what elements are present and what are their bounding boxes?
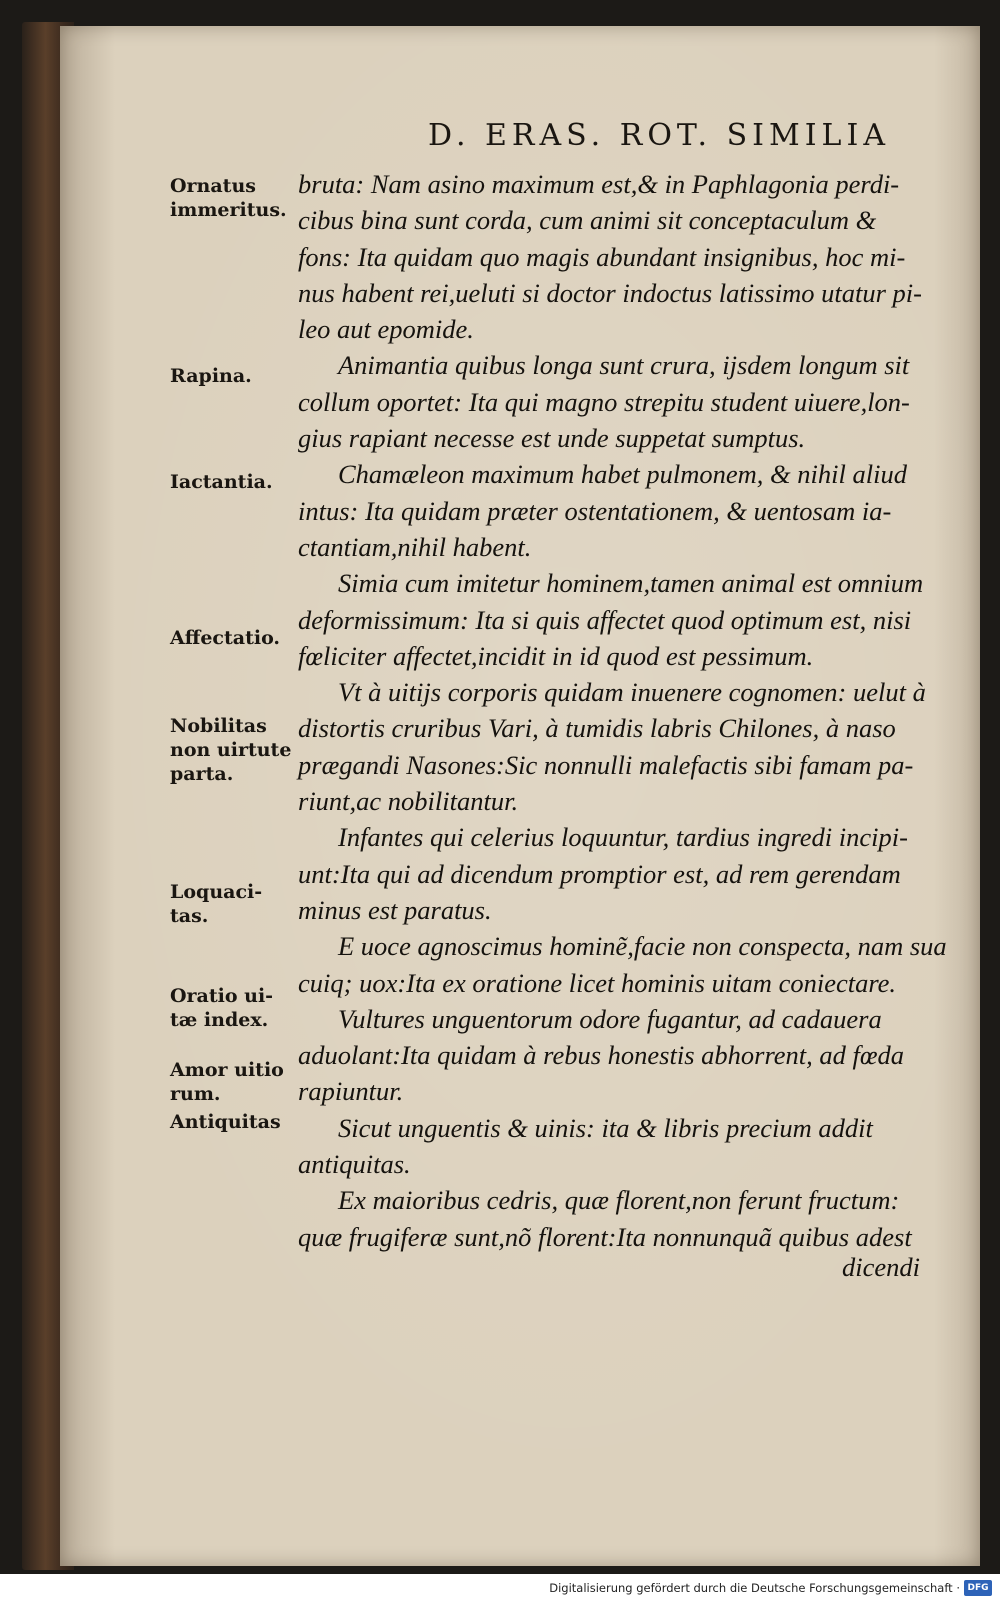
text-line: minus est paratus. bbox=[298, 894, 492, 925]
paragraph bbox=[298, 347, 918, 456]
text-line: Vt à uitijs corporis quidam inuenere cognomen: uelut à bbox=[338, 677, 926, 708]
text-line: antiquitas. bbox=[298, 1149, 411, 1180]
text-line: deformissimum: Ita si quis affectet quod optimum est, nisi bbox=[298, 604, 912, 635]
text-line: leo aut epomide. bbox=[298, 314, 474, 345]
text-line: fœliciter affectet,incidit in id quod est pessimum. bbox=[298, 640, 814, 671]
body-text bbox=[298, 166, 947, 1255]
margin-note-line: tas. bbox=[170, 905, 209, 927]
dfg-logo: DFG bbox=[964, 1580, 992, 1596]
margin-note-antiquitas bbox=[170, 1110, 298, 1134]
text-line: Ex maioribus cedris, quæ florent,non ferunt fructum: bbox=[338, 1185, 900, 1216]
margin-note-line: immeritus. bbox=[170, 199, 287, 221]
funding-credit: Digitalisierung gefördert durch die Deutsche Forschungsgemeinschaft · bbox=[549, 1581, 960, 1595]
margin-note-oratio bbox=[170, 984, 298, 1032]
margin-note-line: non uirtute bbox=[170, 739, 292, 761]
margin-note-affectatio bbox=[170, 626, 298, 650]
margin-note-line: Antiquitas bbox=[170, 1111, 281, 1133]
margin-note-line: parta. bbox=[170, 763, 234, 785]
text-line: gius rapiant necesse est unde suppetat sumptus. bbox=[298, 423, 806, 454]
text-line: bruta: Nam asino maximum est,& in Paphlagonia perdi- bbox=[298, 169, 900, 199]
text-line: collum oportet: Ita qui magno strepitu student uiuere,lon- bbox=[298, 386, 910, 417]
text-line: prægandi Nasones:Sic nonnulli malefactis sibi famam pa- bbox=[298, 749, 914, 780]
margin-note-rapina bbox=[170, 364, 298, 388]
footer-bar bbox=[0, 1574, 1000, 1603]
text-line: cibus bina sunt corda, cum animi sit conceptaculum & bbox=[298, 205, 877, 236]
margin-note-line: Affectatio. bbox=[170, 627, 281, 649]
text-line: Chamæleon maximum habet pulmonem, & nihil aliud bbox=[338, 459, 907, 490]
text-line: ctantiam,nihil habent. bbox=[298, 531, 532, 562]
text-line: Simia cum imitetur hominem,tamen animal est omnium bbox=[338, 568, 924, 599]
margin-note-line: Nobilitas bbox=[170, 715, 267, 737]
paragraph bbox=[298, 1110, 918, 1183]
catchword: dicendi bbox=[842, 1252, 920, 1282]
margin-note-line: Iactantia. bbox=[170, 471, 273, 493]
text-line: Animantia quibus longa sunt crura, ijsdem longum sit bbox=[338, 350, 910, 381]
text-line: fons: Ita quidam quo magis abundant insignibus, hoc mi- bbox=[298, 241, 906, 272]
paragraph bbox=[298, 565, 924, 674]
text-line: quæ frugiferæ sunt,nõ florent:Ita nonnunquã quibus adest bbox=[298, 1221, 912, 1252]
paragraph bbox=[298, 166, 922, 347]
margin-note-line: Amor uitio bbox=[170, 1059, 284, 1081]
margin-note-amor bbox=[170, 1058, 298, 1106]
running-head: D. ERAS. ROT. SIMILIA bbox=[427, 118, 890, 153]
text-line: distortis cruribus Vari, à tumidis labris Chilones, à naso bbox=[298, 713, 896, 744]
margin-note-iactantia bbox=[170, 470, 298, 494]
margin-note-line: tæ index. bbox=[170, 1009, 269, 1031]
text-line: aduolant:Ita quidam à rebus honestis abhorrent, ad fœda bbox=[298, 1040, 905, 1071]
margin-note-line: Loquaci- bbox=[170, 881, 263, 903]
margin-note-line: Ornatus bbox=[170, 175, 256, 197]
text-line: unt:Ita qui ad dicendum promptior est, ad rem gerendam bbox=[298, 858, 901, 889]
paragraph bbox=[298, 928, 947, 1001]
margin-note-line: Oratio ui- bbox=[170, 985, 274, 1007]
margin-note-line: rum. bbox=[170, 1083, 221, 1105]
paragraph bbox=[298, 456, 918, 565]
text-line: intus: Ita quidam præter ostentationem, & uentosam ia- bbox=[298, 495, 892, 526]
paragraph bbox=[298, 1182, 918, 1255]
text-line: E uoce agnoscimus hominẽ,facie non conspecta, nam sua bbox=[338, 931, 947, 962]
text-line: Sicut unguentis & uinis: ita & libris precium addit bbox=[338, 1112, 873, 1143]
margin-note-loquacitas bbox=[170, 880, 298, 928]
text-line: rapiuntur. bbox=[298, 1076, 404, 1107]
margin-note-ornatus bbox=[170, 174, 298, 222]
paragraph bbox=[298, 819, 918, 928]
margin-note-line: Rapina. bbox=[170, 365, 252, 387]
paragraph bbox=[298, 674, 926, 819]
text-line: Infantes qui celerius loquuntur, tardius ingredi incipi- bbox=[338, 822, 908, 853]
text-line: nus habent rei,ueluti si doctor indoctus latissimo utatur pi- bbox=[298, 277, 922, 308]
text-line: Vultures unguentorum odore fugantur, ad cadauera bbox=[338, 1003, 882, 1034]
margin-note-nobilitas bbox=[170, 714, 298, 786]
text-line: cuiq; uox:Ita ex oratione licet hominis uitam coniectare. bbox=[298, 967, 897, 998]
text-line: riunt,ac nobilitantur. bbox=[298, 786, 519, 817]
paragraph bbox=[298, 1001, 918, 1110]
